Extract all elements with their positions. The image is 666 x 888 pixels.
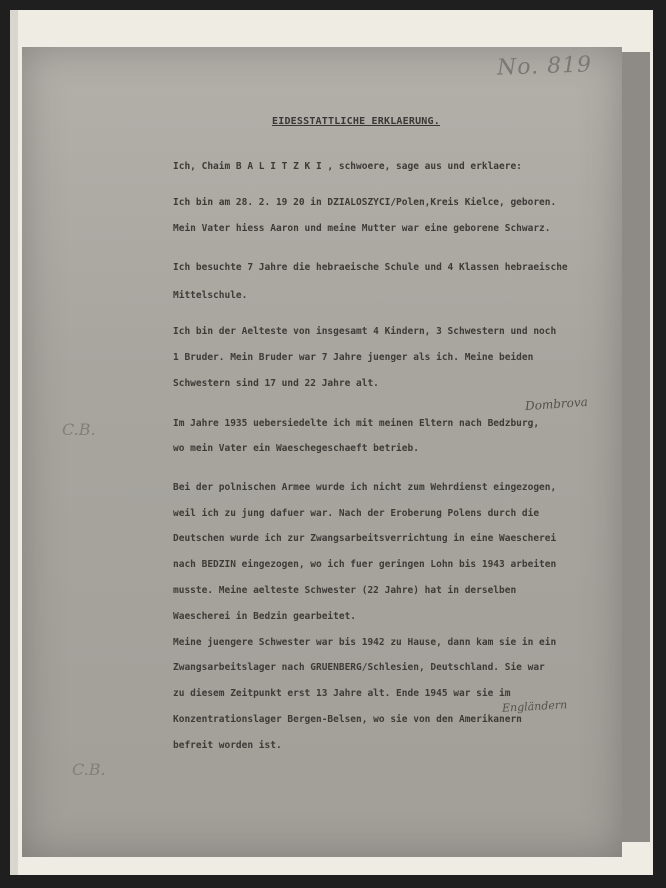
text-line-18: Zwangsarbeitslager nach GRUENBERG/Schlesien, Deutschland. Sie war (173, 662, 545, 673)
handwritten-correction-dombrova: Dombrova (524, 394, 589, 414)
text-line-12: weil ich zu jung dafuer war. Nach der Eroberung Polens durch die (173, 508, 540, 519)
text-line-9: Im Jahre 1935 uebersiedelte ich mit meinen Eltern nach Bedzburg, (173, 418, 540, 429)
text-line-10: wo mein Vater ein Waeschegeschaeft betrieb. (173, 443, 419, 454)
paper-edge (622, 52, 650, 842)
handwritten-correction-englaendern: Engländern (501, 698, 568, 715)
text-line-6: Ich bin der Aelteste von insgesamt 4 Kindern, 3 Schwestern und noch (173, 326, 557, 337)
document-number: No. 819 (496, 52, 593, 81)
document-title: EIDESSTATTLICHE ERKLAERUNG. (272, 116, 440, 127)
text-line-17: Meine juengere Schwester war bis 1942 zu Hause, dann kam sie in ein (173, 637, 557, 648)
text-line-3: Mein Vater hiess Aaron und meine Mutter war eine geborene Schwarz. (173, 223, 551, 234)
text-line-11: Bei der polnischen Armee wurde ich nicht zum Wehrdienst eingezogen, (173, 482, 557, 493)
margin-initials-2: C.B. (72, 760, 106, 779)
margin-initials-1: C.B. (62, 420, 96, 439)
text-line-13: Deutschen wurde ich zur Zwangsarbeitsverrichtung in eine Waescherei (173, 533, 557, 544)
text-line-1: Ich, Chaim B A L I T Z K I , schwoere, sage aus und erklaere: (173, 161, 522, 172)
text-line-7: 1 Bruder. Mein Bruder war 7 Jahre juenger als ich. Meine beiden (173, 352, 534, 363)
text-line-21: befreit worden ist. (173, 740, 282, 751)
text-line-8: Schwestern sind 17 und 22 Jahre alt. (173, 378, 379, 389)
scan-left-strip (10, 10, 18, 875)
text-line-2: Ich bin am 28. 2. 19 20 in DZIALOSZYCI/Polen,Kreis Kielce, geboren. (173, 197, 557, 208)
text-line-19: zu diesem Zeitpunkt erst 13 Jahre alt. Ende 1945 war sie im (173, 688, 511, 699)
text-line-20: Konzentrationslager Bergen-Belsen, wo sie von den Amerikanern (173, 714, 522, 725)
text-line-16: Waescherei in Bedzin gearbeitet. (173, 611, 357, 622)
text-line-15: musste. Meine aelteste Schwester (22 Jahre) hat in derselben (173, 585, 517, 596)
text-line-14: nach BEDZIN eingezogen, wo ich fuer geringen Lohn bis 1943 arbeiten (173, 559, 557, 570)
text-line-5: Mittelschule. (173, 290, 248, 301)
text-line-4: Ich besuchte 7 Jahre die hebraeische Schule und 4 Klassen hebraeische (173, 262, 568, 273)
